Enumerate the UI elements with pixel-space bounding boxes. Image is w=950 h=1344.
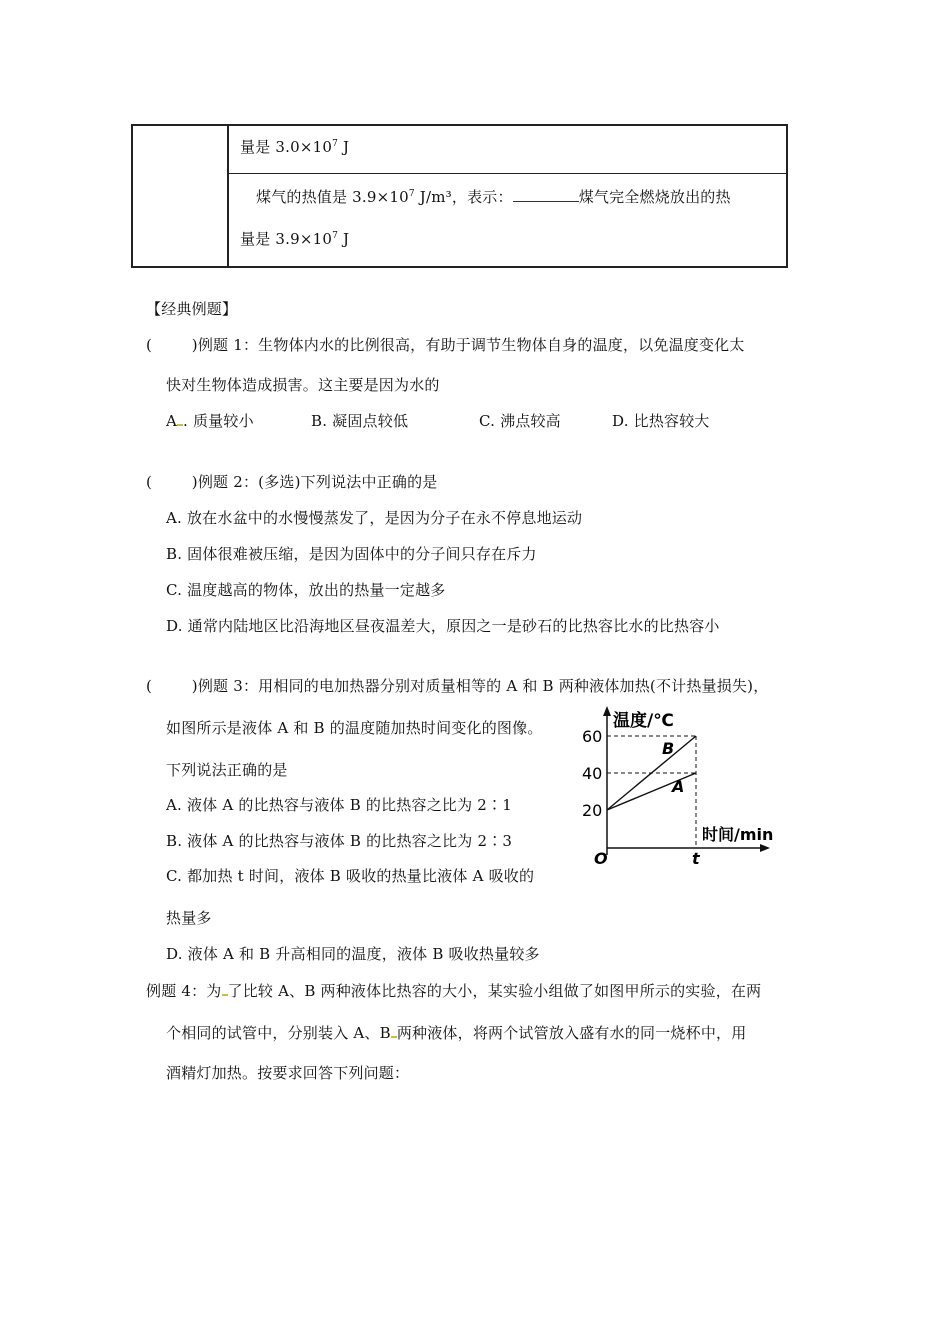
- table-row2-line1: [256, 186, 731, 207]
- x-axis-arrow-icon: [760, 844, 770, 852]
- q4-line3: 酒精灯加热。按要求回答下列问题：: [166, 1064, 410, 1082]
- row2-line2-exponent: 7: [332, 231, 339, 241]
- q4-line1-rest: 了比较 A、B 两种液体比热容的大小，某实验小组做了如图甲所示的实验，在两: [227, 982, 762, 1000]
- q3-option-b: B. 液体 A 的比热容与液体 B 的比热容之比为 2∶3: [166, 832, 513, 850]
- x-axis-label: 时间/min: [702, 825, 774, 844]
- q1-option-c: C. 沸点较高: [479, 412, 561, 430]
- q3-answer-paren[interactable]: ( ): [146, 677, 198, 695]
- row2-prefix: 煤气的热值是: [256, 188, 348, 206]
- q3-line3: 下列说法正确的是: [166, 761, 288, 779]
- row2-value: 3.9×10: [352, 188, 409, 206]
- row2-line2-unit: J: [338, 230, 350, 248]
- q3-line2: 如图所示是液体 A 和 B 的温度随加热时间变化的图像。: [166, 719, 543, 737]
- q4-line1: [146, 980, 761, 1001]
- row1-exponent: 7: [332, 139, 339, 149]
- row2-unit: J/m³，表示：: [414, 188, 513, 206]
- fill-blank[interactable]: [513, 187, 579, 202]
- table-row1-text: [240, 136, 349, 157]
- row1-prefix: 量是: [240, 138, 271, 156]
- tick-40: 40: [582, 764, 603, 783]
- row2-exponent: 7: [408, 189, 415, 199]
- q2-option-d: D. 通常内陆地区比沿海地区昼夜温差大，原因之一是砂石的比热容比水的比热容小: [166, 617, 720, 635]
- q3-option-d: D. 液体 A 和 B 升高相同的温度，液体 B 吸收热量较多: [166, 945, 540, 963]
- table-column-divider: [227, 124, 229, 268]
- temperature-time-graph: [578, 700, 788, 870]
- row1-value: 3.0×10: [275, 138, 333, 156]
- row2-line2-value: 3.9×10: [275, 230, 333, 248]
- q1-option-d: D. 比热容较大: [612, 412, 710, 430]
- table-row2-line2: [240, 228, 349, 249]
- line-b: [607, 736, 696, 810]
- q1-line2: 快对生物体造成损害。这主要是因为水的: [166, 376, 440, 394]
- t-label: t: [692, 849, 700, 868]
- q1-option-a: [166, 410, 254, 431]
- tick-20: 20: [582, 801, 603, 820]
- q2-stem: 例题 2：(多选)下列说法中正确的是: [197, 473, 438, 491]
- series-label-a: A: [672, 777, 685, 796]
- q1-answer-paren[interactable]: ( ): [146, 336, 198, 354]
- q2-answer-paren[interactable]: ( ): [146, 473, 198, 491]
- q1-stem: 例题 1：生物体内水的比例很高，有助于调节生物体自身的温度，以免温度变化太: [197, 336, 745, 354]
- q3-option-a: A. 液体 A 的比热容与液体 B 的比热容之比为 2∶1: [166, 796, 512, 814]
- q3-option-c-line1: C. 都加热 t 时间，液体 B 吸收的热量比液体 A 吸收的: [166, 867, 535, 885]
- q2-option-a: A. 放在水盆中的水慢慢蒸发了，是因为分子在永不停息地运动: [166, 509, 583, 527]
- q2-option-b: B. 固体很难被压缩，是因为固体中的分子间只存在斥力: [166, 545, 537, 563]
- tick-60: 60: [582, 727, 603, 746]
- series-label-b: B: [662, 739, 675, 758]
- q4-line1-start: 例题 4：为: [146, 982, 222, 1000]
- q2-line1: [146, 471, 437, 492]
- table-row-divider: [227, 173, 788, 174]
- q1-option-a-text: . 质量较小: [183, 412, 254, 430]
- row2-line2-prefix: 量是: [240, 230, 271, 248]
- y-axis-arrow-icon: [603, 706, 611, 716]
- q3-line1: [146, 675, 768, 696]
- q4-line2-start: 个相同的试管中，分别装入 A、B: [166, 1024, 391, 1042]
- q1-option-a-letter: A: [166, 412, 178, 430]
- y-axis-label: 温度/℃: [613, 711, 674, 731]
- q4-line2-rest: 两种液体，将两个试管放入盛有水的同一烧杯中，用: [396, 1024, 747, 1042]
- section-title: 【经典例题】: [146, 300, 238, 318]
- q4-line2: [166, 1022, 746, 1043]
- q1-option-b: B. 凝固点较低: [311, 412, 409, 430]
- row2-suffix: 煤气完全燃烧放出的热: [578, 188, 731, 206]
- row1-unit: J: [338, 138, 350, 156]
- origin-label: O: [594, 849, 608, 868]
- q3-option-c-line2: 热量多: [166, 909, 212, 927]
- q2-option-c: C. 温度越高的物体，放出的热量一定越多: [166, 581, 446, 599]
- q1-line1: [146, 334, 745, 355]
- q3-stem: 例题 3：用相同的电加热器分别对质量相等的 A 和 B 两种液体加热(不计热量损失)，: [197, 677, 769, 695]
